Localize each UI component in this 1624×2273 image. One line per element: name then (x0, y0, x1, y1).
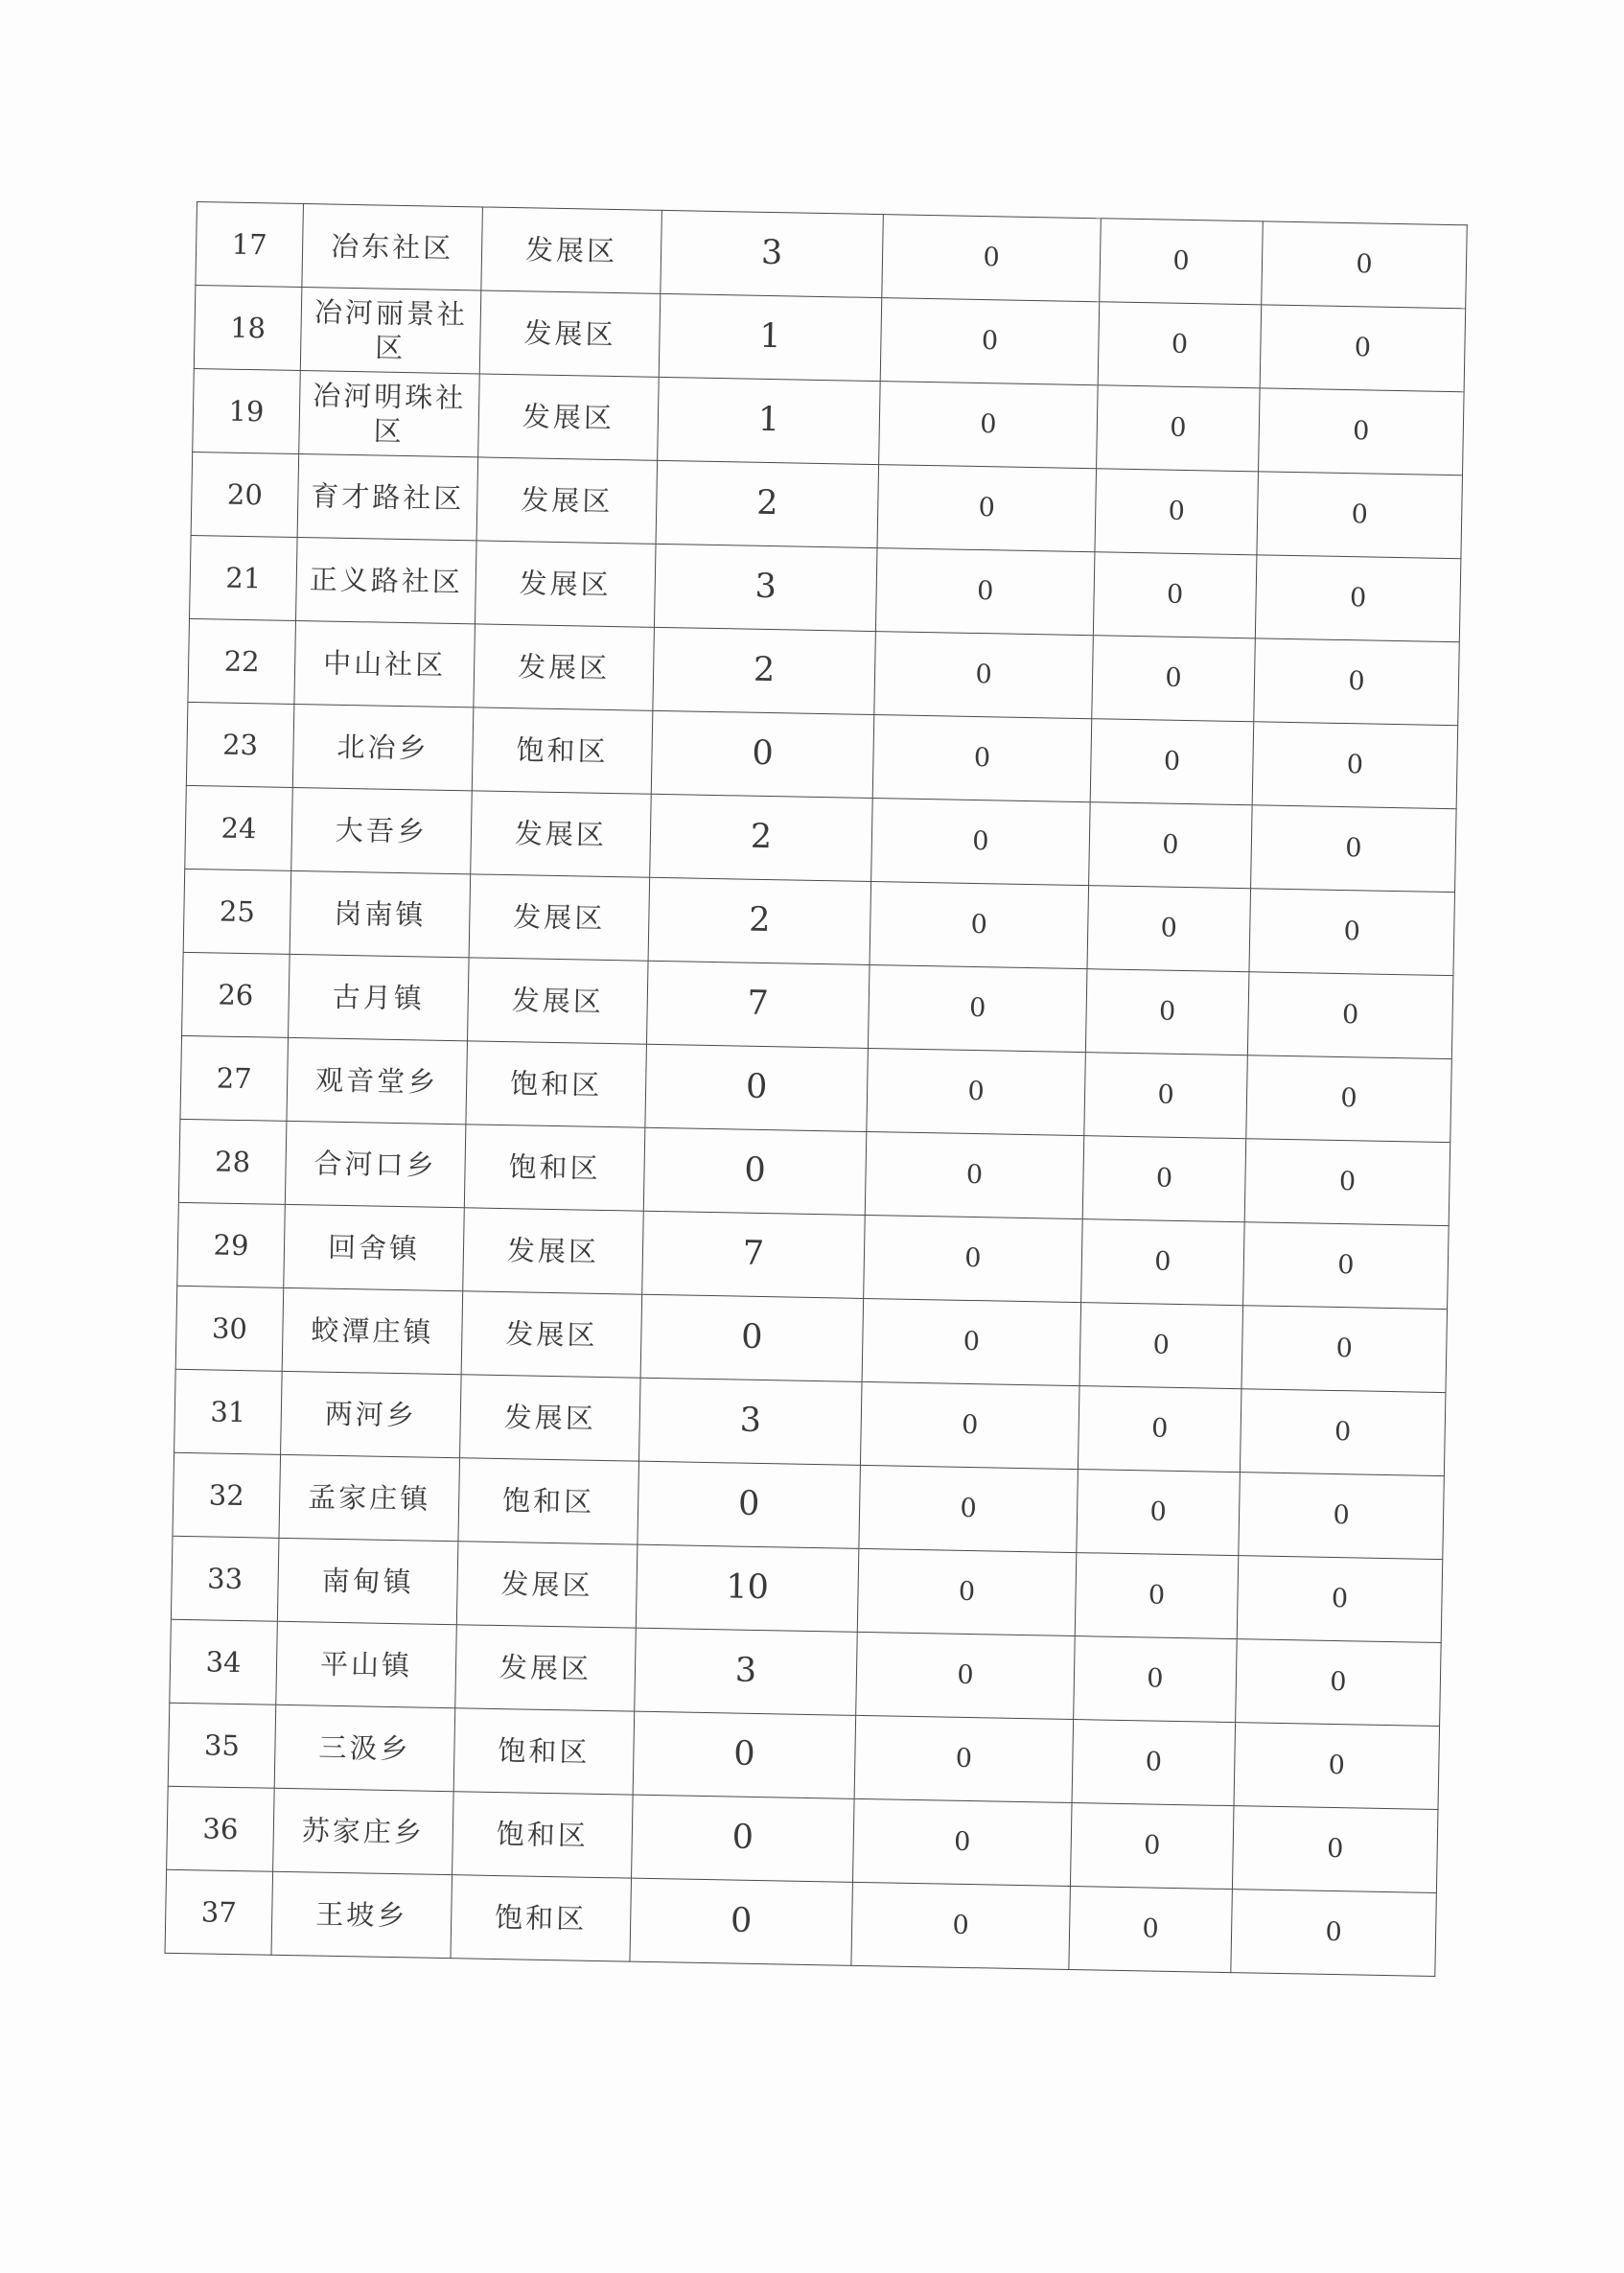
column-3-value-cell (1232, 1806, 1438, 1893)
zone-type: 发展区 (524, 233, 618, 267)
column-2-value: 0 (1163, 746, 1181, 777)
area-name: 育才路社区 (311, 479, 465, 516)
column-3-value-cell (1239, 1473, 1445, 1560)
count-value: 1 (757, 400, 780, 440)
column-2-value-cell (1069, 1886, 1233, 1972)
column-1-value-cell (872, 715, 1092, 802)
column-1-value: 0 (976, 576, 994, 607)
row-number: 25 (219, 894, 256, 929)
area-name: 南甸镇 (321, 1564, 414, 1599)
count-value: 0 (737, 1484, 760, 1524)
zone-type: 发展区 (522, 400, 615, 434)
area-name: 两河乡 (324, 1397, 418, 1432)
column-1-value-cell (865, 1131, 1084, 1218)
column-1-value-cell (864, 1215, 1083, 1302)
column-3-value-cell (1234, 1723, 1440, 1810)
row-number: 17 (231, 227, 267, 262)
count-value-cell (653, 627, 876, 714)
column-1-value-cell (854, 1715, 1074, 1802)
zone-type-cell (478, 374, 660, 460)
column-1-value-cell (880, 298, 1100, 385)
area-name: 王坡乡 (314, 1897, 408, 1933)
column-3-value: 0 (1331, 1584, 1349, 1614)
column-2-value-cell (1095, 469, 1259, 555)
column-1-value: 0 (965, 1160, 984, 1191)
column-1-value: 0 (970, 910, 988, 940)
row-number: 37 (200, 1895, 238, 1929)
area-name-cell (273, 1788, 454, 1874)
area-name-cell (277, 1538, 458, 1624)
column-2-value: 0 (1147, 1663, 1164, 1694)
zone-type-cell (451, 1875, 632, 1961)
column-2-value: 0 (1143, 1830, 1161, 1861)
area-name-cell (274, 1705, 455, 1791)
table-body (165, 202, 1467, 1977)
area-name-cell (302, 204, 483, 290)
count-value-cell (659, 293, 882, 381)
zone-type: 饱和区 (508, 1150, 601, 1185)
row-number-cell (183, 869, 291, 954)
column-2-value-cell (1079, 1303, 1243, 1389)
column-1-value: 0 (972, 826, 989, 857)
column-2-value: 0 (1166, 579, 1184, 611)
column-2-value-cell (1074, 1636, 1238, 1723)
zone-type: 饱和区 (516, 733, 609, 768)
count-value: 0 (740, 1317, 763, 1357)
column-3-value: 0 (1354, 333, 1372, 363)
zone-type: 发展区 (517, 650, 611, 684)
area-name: 三汲乡 (318, 1730, 411, 1766)
column-1-value: 0 (967, 1077, 985, 1107)
column-1-value: 0 (955, 1743, 973, 1774)
column-3-value-cell (1244, 1139, 1450, 1226)
zone-type-cell (475, 541, 656, 627)
row-number: 18 (229, 311, 267, 345)
count-value: 3 (739, 1401, 762, 1441)
column-3-value: 0 (1351, 499, 1369, 530)
column-1-value-cell (867, 1048, 1086, 1135)
column-3-value: 0 (1346, 750, 1364, 780)
row-number: 23 (221, 728, 259, 762)
column-3-value: 0 (1335, 1334, 1354, 1364)
column-1-value: 0 (952, 1910, 970, 1941)
area-name-cell (285, 1121, 466, 1207)
count-value: 3 (760, 233, 783, 273)
area-name-cell (281, 1371, 462, 1457)
area-name-cell (296, 537, 477, 623)
row-number: 31 (210, 1395, 246, 1429)
data-table (165, 201, 1468, 1977)
column-3-value-cell (1241, 1306, 1448, 1393)
column-1-value-cell (868, 964, 1087, 1052)
count-value-cell (635, 1628, 858, 1715)
column-2-value-cell (1092, 636, 1256, 722)
column-3-value: 0 (1343, 916, 1361, 947)
column-1-value: 0 (981, 326, 999, 357)
column-1-value: 0 (973, 743, 991, 774)
column-1-value-cell (871, 799, 1091, 886)
column-2-value-cell (1093, 552, 1257, 638)
zone-type: 发展区 (511, 984, 605, 1018)
column-2-value: 0 (1168, 496, 1186, 527)
count-value-cell (661, 210, 884, 297)
count-value: 2 (753, 650, 776, 690)
column-3-value: 0 (1326, 1834, 1344, 1865)
column-3-value-cell (1246, 1055, 1452, 1143)
column-3-value-cell (1254, 638, 1460, 726)
area-name: 合河口乡 (313, 1147, 437, 1182)
column-2-value: 0 (1150, 1413, 1169, 1444)
column-1-value-cell (870, 882, 1089, 969)
row-number-cell (191, 452, 299, 537)
zone-type: 发展区 (506, 1233, 600, 1268)
area-name: 冶河明珠社区 (312, 379, 467, 449)
count-value-cell (638, 1461, 861, 1548)
area-name-cell (287, 1037, 468, 1124)
count-value-cell (643, 1127, 867, 1215)
zone-type: 发展区 (523, 316, 616, 351)
row-number-cell (196, 202, 304, 288)
column-2-value: 0 (1157, 1079, 1174, 1110)
count-value-cell (645, 1044, 869, 1131)
column-1-value-cell (874, 632, 1094, 719)
column-2-value-cell (1100, 219, 1264, 305)
column-2-value: 0 (1161, 829, 1179, 861)
column-3-value: 0 (1338, 1167, 1357, 1197)
column-2-value-cell (1087, 886, 1251, 972)
column-3-value-cell (1247, 972, 1453, 1059)
count-value-cell (658, 377, 881, 464)
column-2-value-cell (1097, 385, 1261, 472)
zone-type-cell (467, 958, 648, 1044)
column-3-value: 0 (1325, 1917, 1342, 1948)
count-value: 0 (752, 733, 775, 774)
column-1-value-cell (859, 1465, 1079, 1552)
area-name-cell (294, 620, 476, 707)
column-1-value: 0 (983, 243, 1000, 273)
column-2-value: 0 (1149, 1496, 1167, 1527)
row-number: 27 (216, 1061, 253, 1096)
row-number: 22 (223, 644, 260, 679)
area-name-cell (289, 954, 470, 1040)
row-number: 26 (218, 978, 254, 1012)
column-1-value: 0 (963, 1326, 981, 1357)
column-1-value: 0 (964, 1242, 982, 1274)
column-3-value: 0 (1336, 1250, 1355, 1281)
count-value-cell (648, 877, 871, 964)
column-2-value: 0 (1142, 1913, 1160, 1944)
zone-type: 发展区 (514, 817, 608, 851)
column-1-value: 0 (968, 993, 986, 1024)
count-value: 7 (742, 1234, 765, 1274)
zone-type-cell (472, 707, 653, 794)
row-number: 28 (214, 1145, 251, 1179)
area-name: 蛟潭庄镇 (311, 1313, 434, 1349)
count-value: 0 (732, 1734, 755, 1774)
zone-type-cell (479, 290, 661, 377)
count-value-cell (642, 1211, 866, 1298)
row-number: 30 (211, 1311, 248, 1346)
zone-type-cell (452, 1792, 634, 1878)
row-number: 33 (206, 1562, 244, 1595)
column-3-value-cell (1249, 889, 1455, 976)
count-value: 0 (745, 1067, 768, 1107)
count-value: 0 (744, 1150, 767, 1191)
area-name-cell (299, 371, 480, 457)
column-1-value-cell (879, 382, 1099, 469)
zone-type-cell (474, 624, 655, 710)
row-number-cell (168, 1703, 276, 1788)
row-number-cell (174, 1369, 283, 1454)
area-name-cell (284, 1204, 465, 1290)
column-2-value: 0 (1169, 412, 1187, 444)
zone-type: 饱和区 (501, 1483, 595, 1519)
row-number-cell (180, 1035, 289, 1121)
table-container (165, 201, 1460, 1977)
column-2-value: 0 (1152, 1330, 1171, 1360)
area-name: 苏家庄乡 (301, 1814, 426, 1849)
column-3-value-cell (1251, 805, 1457, 893)
count-value: 10 (725, 1567, 770, 1608)
count-value-cell (638, 1378, 862, 1465)
zone-type-cell (481, 207, 662, 293)
area-name-cell (292, 704, 474, 790)
column-1-value-cell (882, 215, 1102, 302)
column-2-value-cell (1070, 1803, 1234, 1890)
column-2-value: 0 (1172, 245, 1190, 277)
column-1-value: 0 (958, 1576, 976, 1608)
column-2-value-cell (1081, 1219, 1245, 1306)
zone-type: 发展区 (519, 567, 613, 601)
zone-type: 发展区 (499, 1650, 592, 1685)
count-value: 2 (748, 900, 771, 940)
zone-type: 发展区 (500, 1566, 593, 1602)
zone-type: 发展区 (521, 483, 614, 518)
column-2-value-cell (1077, 1470, 1241, 1556)
column-3-value-cell (1255, 555, 1461, 642)
area-name: 大吾乡 (335, 813, 429, 848)
area-name: 正义路社区 (309, 563, 464, 599)
column-1-value-cell (856, 1632, 1076, 1719)
area-name-cell (297, 453, 478, 540)
row-number-cell (171, 1536, 279, 1621)
column-3-value: 0 (1352, 416, 1370, 447)
row-number-cell (178, 1119, 287, 1204)
row-number: 29 (213, 1228, 249, 1263)
column-3-value: 0 (1348, 666, 1365, 697)
area-name: 冶河丽景社区 (313, 295, 469, 365)
column-2-value: 0 (1148, 1580, 1166, 1611)
column-3-value: 0 (1341, 1000, 1359, 1031)
column-3-value: 0 (1349, 583, 1367, 614)
row-number-cell (193, 368, 301, 453)
count-value: 2 (755, 483, 778, 523)
area-name: 回舍镇 (327, 1230, 421, 1265)
column-1-value: 0 (978, 493, 996, 523)
area-name-cell (279, 1454, 460, 1541)
column-1-value-cell (851, 1882, 1071, 1969)
column-2-value: 0 (1158, 996, 1176, 1027)
area-name-cell (271, 1871, 452, 1958)
zone-type-cell (463, 1208, 644, 1294)
zone-type-cell (455, 1625, 637, 1711)
row-number-cell (170, 1619, 278, 1705)
area-name: 平山镇 (319, 1647, 413, 1682)
area-name: 中山社区 (322, 646, 447, 682)
zone-type: 发展区 (503, 1400, 597, 1435)
count-value: 0 (731, 1818, 754, 1858)
column-2-value: 0 (1165, 662, 1182, 694)
area-name: 北冶乡 (336, 730, 429, 765)
column-2-value-cell (1089, 802, 1253, 889)
column-3-value: 0 (1333, 1500, 1350, 1531)
area-name-cell (300, 288, 481, 374)
column-1-value-cell (875, 548, 1095, 636)
row-number: 35 (203, 1728, 241, 1762)
count-value-cell (650, 794, 873, 881)
column-2-value-cell (1098, 302, 1262, 388)
count-value: 0 (730, 1901, 753, 1941)
column-1-value-cell (857, 1548, 1077, 1635)
column-3-value-cell (1240, 1389, 1446, 1476)
row-number: 24 (220, 811, 257, 846)
area-name: 岗南镇 (334, 896, 427, 932)
row-number-cell (185, 785, 293, 870)
column-3-value-cell (1252, 722, 1458, 809)
zone-type-cell (476, 457, 658, 544)
zone-type: 发展区 (513, 900, 606, 935)
area-name-cell (291, 787, 473, 873)
column-2-value: 0 (1145, 1747, 1163, 1777)
column-2-value: 0 (1171, 329, 1189, 360)
row-number: 32 (208, 1478, 245, 1513)
count-value: 3 (754, 567, 777, 607)
area-name-cell (290, 870, 471, 957)
row-number: 34 (205, 1645, 242, 1679)
column-1-value: 0 (979, 409, 997, 440)
zone-type-cell (453, 1708, 635, 1795)
count-value-cell (640, 1294, 864, 1381)
column-1-value: 0 (961, 1409, 979, 1441)
row-number-cell (182, 952, 290, 1037)
row-number-cell (175, 1286, 284, 1371)
zone-type-cell (456, 1542, 638, 1628)
zone-type: 饱和区 (496, 1817, 590, 1852)
zone-type: 饱和区 (494, 1900, 588, 1936)
row-number: 21 (225, 561, 262, 595)
column-1-value-cell (852, 1798, 1072, 1886)
column-3-value-cell (1231, 1890, 1437, 1977)
row-number: 19 (228, 394, 265, 429)
row-number: 36 (202, 1812, 239, 1845)
column-3-value-cell (1260, 305, 1466, 392)
column-2-value-cell (1075, 1553, 1239, 1639)
column-3-value: 0 (1330, 1667, 1347, 1698)
area-name-cell (276, 1621, 457, 1707)
column-3-value-cell (1257, 472, 1463, 559)
zone-type-cell (464, 1125, 645, 1211)
column-2-value-cell (1084, 1053, 1248, 1139)
count-value: 7 (747, 984, 770, 1024)
row-number: 20 (226, 477, 264, 512)
column-3-value-cell (1236, 1639, 1442, 1727)
count-value-cell (656, 460, 879, 547)
column-3-value-cell (1237, 1556, 1443, 1643)
area-name-cell (282, 1287, 463, 1374)
column-2-value-cell (1085, 969, 1249, 1055)
column-3-value-cell (1259, 388, 1465, 475)
count-value-cell (646, 961, 870, 1048)
column-3-value-cell (1243, 1222, 1450, 1310)
count-value: 2 (750, 817, 773, 857)
area-name: 孟家庄镇 (307, 1480, 431, 1516)
column-1-value: 0 (960, 1493, 978, 1524)
column-2-value-cell (1090, 719, 1254, 805)
count-value-cell (630, 1878, 853, 1965)
zone-type-cell (458, 1458, 639, 1544)
row-number-cell (186, 702, 294, 787)
column-3-value: 0 (1356, 249, 1373, 280)
zone-type: 饱和区 (498, 1733, 591, 1769)
area-name: 观音堂乡 (314, 1063, 439, 1099)
zone-type-cell (469, 874, 650, 961)
row-number-cell (165, 1869, 273, 1955)
count-value-cell (654, 544, 877, 631)
area-name: 古月镇 (332, 980, 426, 1015)
column-1-value-cell (860, 1381, 1079, 1469)
column-3-value: 0 (1328, 1751, 1346, 1781)
column-2-value-cell (1078, 1386, 1241, 1473)
column-1-value-cell (862, 1298, 1081, 1385)
zone-type: 发展区 (505, 1316, 598, 1352)
row-number-cell (190, 535, 298, 620)
column-2-value: 0 (1154, 1246, 1172, 1277)
area-name: 冶东社区 (330, 229, 454, 265)
column-1-value: 0 (957, 1659, 974, 1691)
column-2-value-cell (1082, 1136, 1246, 1222)
count-value-cell (632, 1795, 855, 1882)
column-1-value: 0 (953, 1826, 971, 1858)
zone-type-cell (460, 1375, 641, 1461)
column-3-value: 0 (1340, 1083, 1357, 1114)
column-2-value: 0 (1155, 1163, 1173, 1194)
count-value-cell (651, 710, 874, 798)
row-number-cell (177, 1202, 286, 1287)
column-3-value-cell (1262, 221, 1468, 309)
zone-type: 饱和区 (509, 1067, 603, 1102)
column-2-value-cell (1072, 1720, 1236, 1806)
count-value: 3 (734, 1651, 757, 1691)
column-1-value: 0 (975, 660, 992, 690)
count-value: 1 (759, 316, 782, 357)
zone-type-cell (471, 791, 652, 877)
column-3-value: 0 (1344, 833, 1362, 864)
count-value-cell (633, 1711, 856, 1798)
row-number-cell (173, 1452, 281, 1538)
column-1-value-cell (877, 465, 1097, 552)
zone-type-cell (461, 1291, 642, 1378)
column-3-value: 0 (1334, 1417, 1352, 1448)
count-value-cell (636, 1544, 859, 1632)
row-number-cell (194, 285, 302, 370)
column-2-value: 0 (1160, 913, 1178, 943)
row-number-cell (188, 618, 296, 704)
zone-type-cell (466, 1041, 647, 1127)
row-number-cell (167, 1786, 275, 1871)
